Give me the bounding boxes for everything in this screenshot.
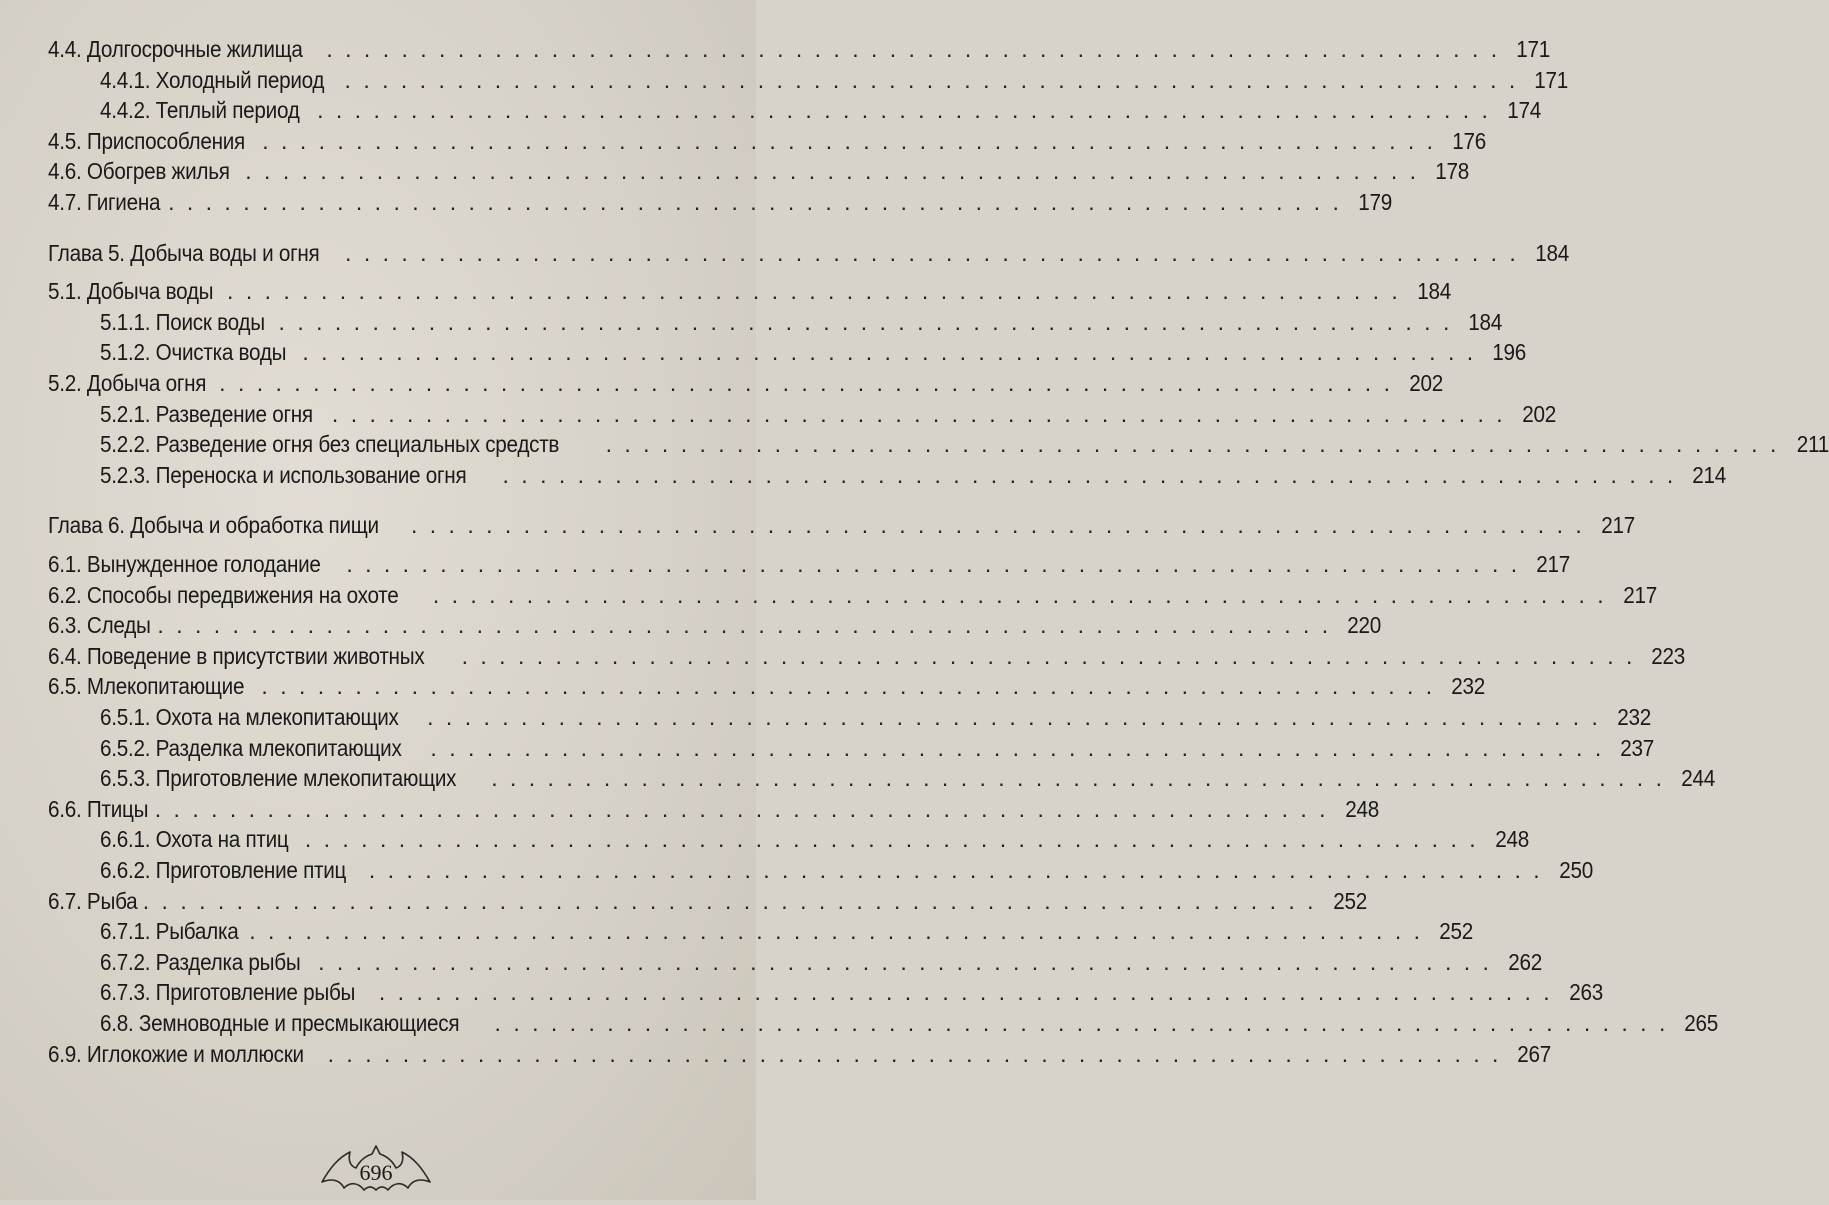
dot-leader: . . . . . . . . . . . . . . . . . . . . . . . . . . . . . . . . . . . . . . . . . . . . . . . . . . . . . . . . . . . . . . . [217, 278, 1401, 305]
dot-leader: . . . . . . . . . . . . . . . . . . . . . . . . . . . . . . . . . . . . . . . . . . . . . . . . . . . . . . . . . . . . . . . [269, 308, 1453, 335]
dot-leader: . . . . . . . . . . . . . . . . . . . . . . . . . . . . . . . . . . . . . . . . . . . . . . . . . . . . . . . . . . . . . . . [493, 461, 1677, 488]
toc-page-number: 248 [1344, 795, 1379, 822]
toc-entry-title: 5.1.2. Очистка воды [100, 339, 287, 366]
dot-leader: . . . . . . . . . . . . . . . . . . . . . . . . . . . . . . . . . . . . . . . . . . . . . . . . . . . . . . . . . . . . . . . [421, 734, 1605, 761]
page-number: 696 [359, 1160, 393, 1185]
toc-subsection [100, 399, 1556, 429]
toc-page-number: 217 [1622, 581, 1657, 608]
dot-leader: . . . . . . . . . . . . . . . . . . . . . . . . . . . . . . . . . . . . . . . . . . . . . . . . . . . . . . . . . . . . . . . [322, 400, 1506, 427]
dot-leader: . . . . . . . . . . . . . . . . . . . . . . . . . . . . . . . . . . . . . . . . . . . . . . . . . . . . . . . . . . . . . . . [252, 127, 1437, 154]
dot-leader: . . . . . . . . . . . . . . . . . . . . . . . . . . . . . . . . . . . . . . . . . . . . . . . . . . . . . . . . . . . . . . . [596, 431, 1780, 458]
toc-entry-title: 6.7.1. Рыбалка [100, 918, 239, 945]
dot-leader: . . . . . . . . . . . . . . . . . . . . . . . . . . . . . . . . . . . . . . . . . . . . . . . . . . . . . . . . . . . . . . . [239, 918, 1423, 945]
dot-leader: . . . . . . . . . . . . . . . . . . . . . . . . . . . . . . . . . . . . . . . . . . . . . . . . . . . . . . . . . . . . . . . [369, 979, 1553, 1006]
toc-entry-title: 6.1. Вынужденное голодание [48, 551, 321, 577]
toc-entry-title: 6.9. Иглокожие и моллюски [48, 1040, 304, 1067]
toc-entry-title: 4.6. Обогрев жилья [48, 158, 230, 185]
toc-entry-title: 4.4.1. Холодный период [100, 66, 325, 93]
toc-section [48, 34, 1551, 64]
dot-leader: . . . . . . . . . . . . . . . . . . . . . . . . . . . . . . . . . . . . . . . . . . . . . . . . . . . . . . . . . . . . . . . [318, 1040, 1502, 1067]
toc-section [48, 1039, 1552, 1069]
dot-leader: . . . . . . . . . . . . . . . . . . . . . . . . . . . . . . . . . . . . . . . . . . . . . . . . . . . . . . . . . . . . . . . [481, 765, 1665, 792]
toc-entry-title: 6.4. Поведение в присутствии животных [48, 642, 425, 669]
toc-page-number: 184 [1468, 308, 1503, 335]
toc-page-number: 214 [1692, 461, 1727, 488]
dot-leader: . . . . . . . . . . . . . . . . . . . . . . . . . . . . . . . . . . . . . . . . . . . . . . . . . . . . . . . . . . . . . . . [335, 239, 1519, 266]
toc-entry-title: 6.3. Следы [48, 612, 151, 639]
toc-entry-title: 6.5.3. Приготовление млекопитающих [100, 765, 457, 792]
dot-leader: . . . . . . . . . . . . . . . . . . . . . . . . . . . . . . . . . . . . . . . . . . . . . . . . . . . . . . . . . . . . . . . [316, 36, 1501, 62]
toc-entry-title: 6.7. Рыба [48, 887, 138, 914]
toc-subsection [100, 429, 1829, 459]
toc-subsection [100, 916, 1473, 946]
dot-leader: . . . . . . . . . . . . . . . . . . . . . . . . . . . . . . . . . . . . . . . . . . . . . . . . . . . . . . . . . . . . . . . [417, 704, 1601, 730]
toc-page-number: 223 [1651, 642, 1686, 669]
toc-page-number: 220 [1347, 612, 1382, 639]
dot-leader: . . . . . . . . . . . . . . . . . . . . . . . . . . . . . . . . . . . . . . . . . . . . . . . . . . . . . . . . . . . . . . . [158, 189, 1342, 215]
toc-page-number: 217 [1536, 551, 1571, 577]
toc-subsection [100, 1008, 1719, 1038]
toc-subsection [100, 307, 1503, 337]
dot-leader: . . . . . . . . . . . . . . . . . . . . . . . . . . . . . . . . . . . . . . . . . . . . . . . . . . . . . . . . . . . . . . . [307, 97, 1491, 124]
toc-subsection [100, 733, 1655, 763]
toc-page-number: 248 [1494, 826, 1529, 853]
toc-entry-title: 5.1.1. Поиск воды [100, 308, 265, 335]
toc-page-number: 179 [1358, 189, 1392, 215]
toc-section [48, 549, 1571, 579]
dot-leader: . . . . . . . . . . . . . . . . . . . . . . . . . . . . . . . . . . . . . . . . . . . . . . . . . . . . . . . . . . . . . . . [235, 158, 1420, 185]
toc-entry-title: 4.5. Приспособления [48, 127, 246, 154]
toc-subsection [100, 95, 1541, 125]
toc-page-number: 252 [1332, 887, 1367, 914]
toc-page-number: 265 [1684, 1010, 1719, 1036]
toc-section [48, 580, 1657, 610]
toc-entry-title: Глава 5. Добыча воды и огня [48, 239, 320, 266]
toc-section [48, 368, 1443, 398]
toc-section [48, 276, 1451, 306]
toc-page-number: 244 [1681, 765, 1715, 792]
toc-page-number: 184 [1535, 239, 1569, 266]
toc-entry-title: 5.2.1. Разведение огня [100, 400, 313, 427]
toc-subsection [100, 824, 1529, 854]
toc-page-number: 202 [1521, 400, 1556, 427]
toc-page-number: 232 [1451, 673, 1486, 700]
dot-leader: . . . . . . . . . . . . . . . . . . . . . . . . . . . . . . . . . . . . . . . . . . . . . . . . . . . . . . . . . . . . . . . [401, 512, 1585, 539]
toc-chapter [48, 510, 1635, 540]
toc-section [48, 156, 1470, 186]
toc-subsection [100, 65, 1569, 95]
dot-leader: . . . . . . . . . . . . . . . . . . . . . . . . . . . . . . . . . . . . . . . . . . . . . . . . . . . . . . . . . . . . . . . [209, 370, 1393, 396]
toc-entry-title: 6.7.2. Разделка рыбы [100, 948, 301, 975]
dot-leader: . . . . . . . . . . . . . . . . . . . . . . . . . . . . . . . . . . . . . . . . . . . . . . . . . . . . . . . . . . . . . . . [145, 795, 1329, 822]
dot-leader: . . . . . . . . . . . . . . . . . . . . . . . . . . . . . . . . . . . . . . . . . . . . . . . . . . . . . . . . . . . . . . . [423, 581, 1607, 608]
dot-leader: . . . . . . . . . . . . . . . . . . . . . . . . . . . . . . . . . . . . . . . . . . . . . . . . . . . . . . . . . . . . . . . [133, 887, 1317, 914]
toc-entry-title: 6.6.1. Охота на птиц [100, 826, 289, 853]
dot-leader: . . . . . . . . . . . . . . . . . . . . . . . . . . . . . . . . . . . . . . . . . . . . . . . . . . . . . . . . . . . . . . . [336, 551, 1521, 577]
dot-leader: . . . . . . . . . . . . . . . . . . . . . . . . . . . . . . . . . . . . . . . . . . . . . . . . . . . . . . . . . . . . . . . [292, 339, 1477, 366]
toc-entry-title: 6.2. Способы передвижения на охоте [48, 581, 399, 608]
toc-page-number: 252 [1439, 918, 1473, 945]
dot-leader: . . . . . . . . . . . . . . . . . . . . . . . . . . . . . . . . . . . . . . . . . . . . . . . . . . . . . . . . . . . . . . . [485, 1010, 1669, 1036]
toc-subsection [100, 460, 1727, 490]
toc-section [48, 126, 1487, 156]
toc-subsection [100, 763, 1715, 793]
toc-section [48, 671, 1486, 701]
toc-page-number: 174 [1507, 97, 1541, 124]
toc-page-number: 211 [1797, 431, 1829, 458]
toc-page-number: 250 [1558, 857, 1593, 883]
toc-entry-title: 5.2.3. Переноска и использование огня [100, 461, 467, 488]
toc-subsection [100, 702, 1651, 732]
dot-leader: . . . . . . . . . . . . . . . . . . . . . . . . . . . . . . . . . . . . . . . . . . . . . . . . . . . . . . . . . . . . . . . [452, 642, 1636, 669]
dot-leader: . . . . . . . . . . . . . . . . . . . . . . . . . . . . . . . . . . . . . . . . . . . . . . . . . . . . . . . . . . . . . . . [308, 948, 1492, 975]
toc-subsection [100, 855, 1593, 885]
dot-leader: . . . . . . . . . . . . . . . . . . . . . . . . . . . . . . . . . . . . . . . . . . . . . . . . . . . . . . . . . . . . . . . [148, 612, 1332, 639]
toc-subsection [100, 947, 1542, 977]
toc-subsection [100, 977, 1603, 1007]
toc-page-number: 176 [1452, 127, 1487, 154]
toc-chapter [48, 238, 1569, 268]
toc-entry-title: 6.6. Птицы [48, 795, 149, 822]
toc-page-number: 202 [1409, 370, 1443, 396]
toc-entry-title: 6.6.2. Приготовление птиц [100, 857, 347, 883]
toc-section [48, 187, 1392, 217]
toc-entry-title: 6.5.1. Охота на млекопитающих [100, 704, 399, 730]
toc-entry-title: 6.7.3. Приготовление рыбы [100, 979, 356, 1006]
toc-entry-title: 4.7. Гигиена [48, 189, 161, 215]
toc-page-number: 196 [1492, 339, 1527, 366]
toc-section [48, 794, 1379, 824]
toc-section [48, 610, 1382, 640]
toc-section [48, 886, 1367, 916]
toc-entry-title: 4.4.2. Теплый период [100, 97, 300, 124]
toc-entry-title: 4.4. Долгосрочные жилища [48, 36, 303, 62]
toc-entry-title: 6.5.2. Разделка млекопитающих [100, 734, 402, 761]
toc-page-number: 262 [1508, 948, 1542, 975]
page-footer [316, 1138, 436, 1200]
toc-page-number: 171 [1534, 66, 1569, 93]
dot-leader: . . . . . . . . . . . . . . . . . . . . . . . . . . . . . . . . . . . . . . . . . . . . . . . . . . . . . . . . . . . . . . . [295, 826, 1479, 853]
toc-entry-title: 5.1. Добыча воды [48, 278, 214, 305]
toc-entry-title: 5.2.2. Разведение огня без специальных средств [100, 431, 560, 458]
toc-page-number: 184 [1417, 278, 1451, 305]
toc-page-number: 217 [1601, 512, 1635, 539]
toc-page-number: 232 [1617, 704, 1651, 730]
toc-page-number: 171 [1516, 36, 1551, 62]
dot-leader: . . . . . . . . . . . . . . . . . . . . . . . . . . . . . . . . . . . . . . . . . . . . . . . . . . . . . . . . . . . . . . . [252, 673, 1436, 700]
dot-leader: . . . . . . . . . . . . . . . . . . . . . . . . . . . . . . . . . . . . . . . . . . . . . . . . . . . . . . . . . . . . . . . [335, 66, 1519, 93]
toc-page-number: 267 [1517, 1040, 1552, 1067]
toc-entry-title: 6.5. Млекопитающие [48, 673, 245, 700]
toc-page-number: 237 [1620, 734, 1655, 761]
toc-page-number: 263 [1568, 979, 1603, 1006]
toc-entry-title: 6.8. Земноводные и пресмыкающиеся [100, 1010, 460, 1036]
dot-leader: . . . . . . . . . . . . . . . . . . . . . . . . . . . . . . . . . . . . . . . . . . . . . . . . . . . . . . . . . . . . . . . [359, 857, 1543, 883]
toc-entry-title: Глава 6. Добыча и обработка пищи [48, 512, 379, 539]
toc-section [48, 641, 1686, 671]
toc-entry-title: 5.2. Добыча огня [48, 370, 207, 396]
toc-page-number: 178 [1435, 158, 1470, 185]
toc-subsection [100, 337, 1527, 367]
